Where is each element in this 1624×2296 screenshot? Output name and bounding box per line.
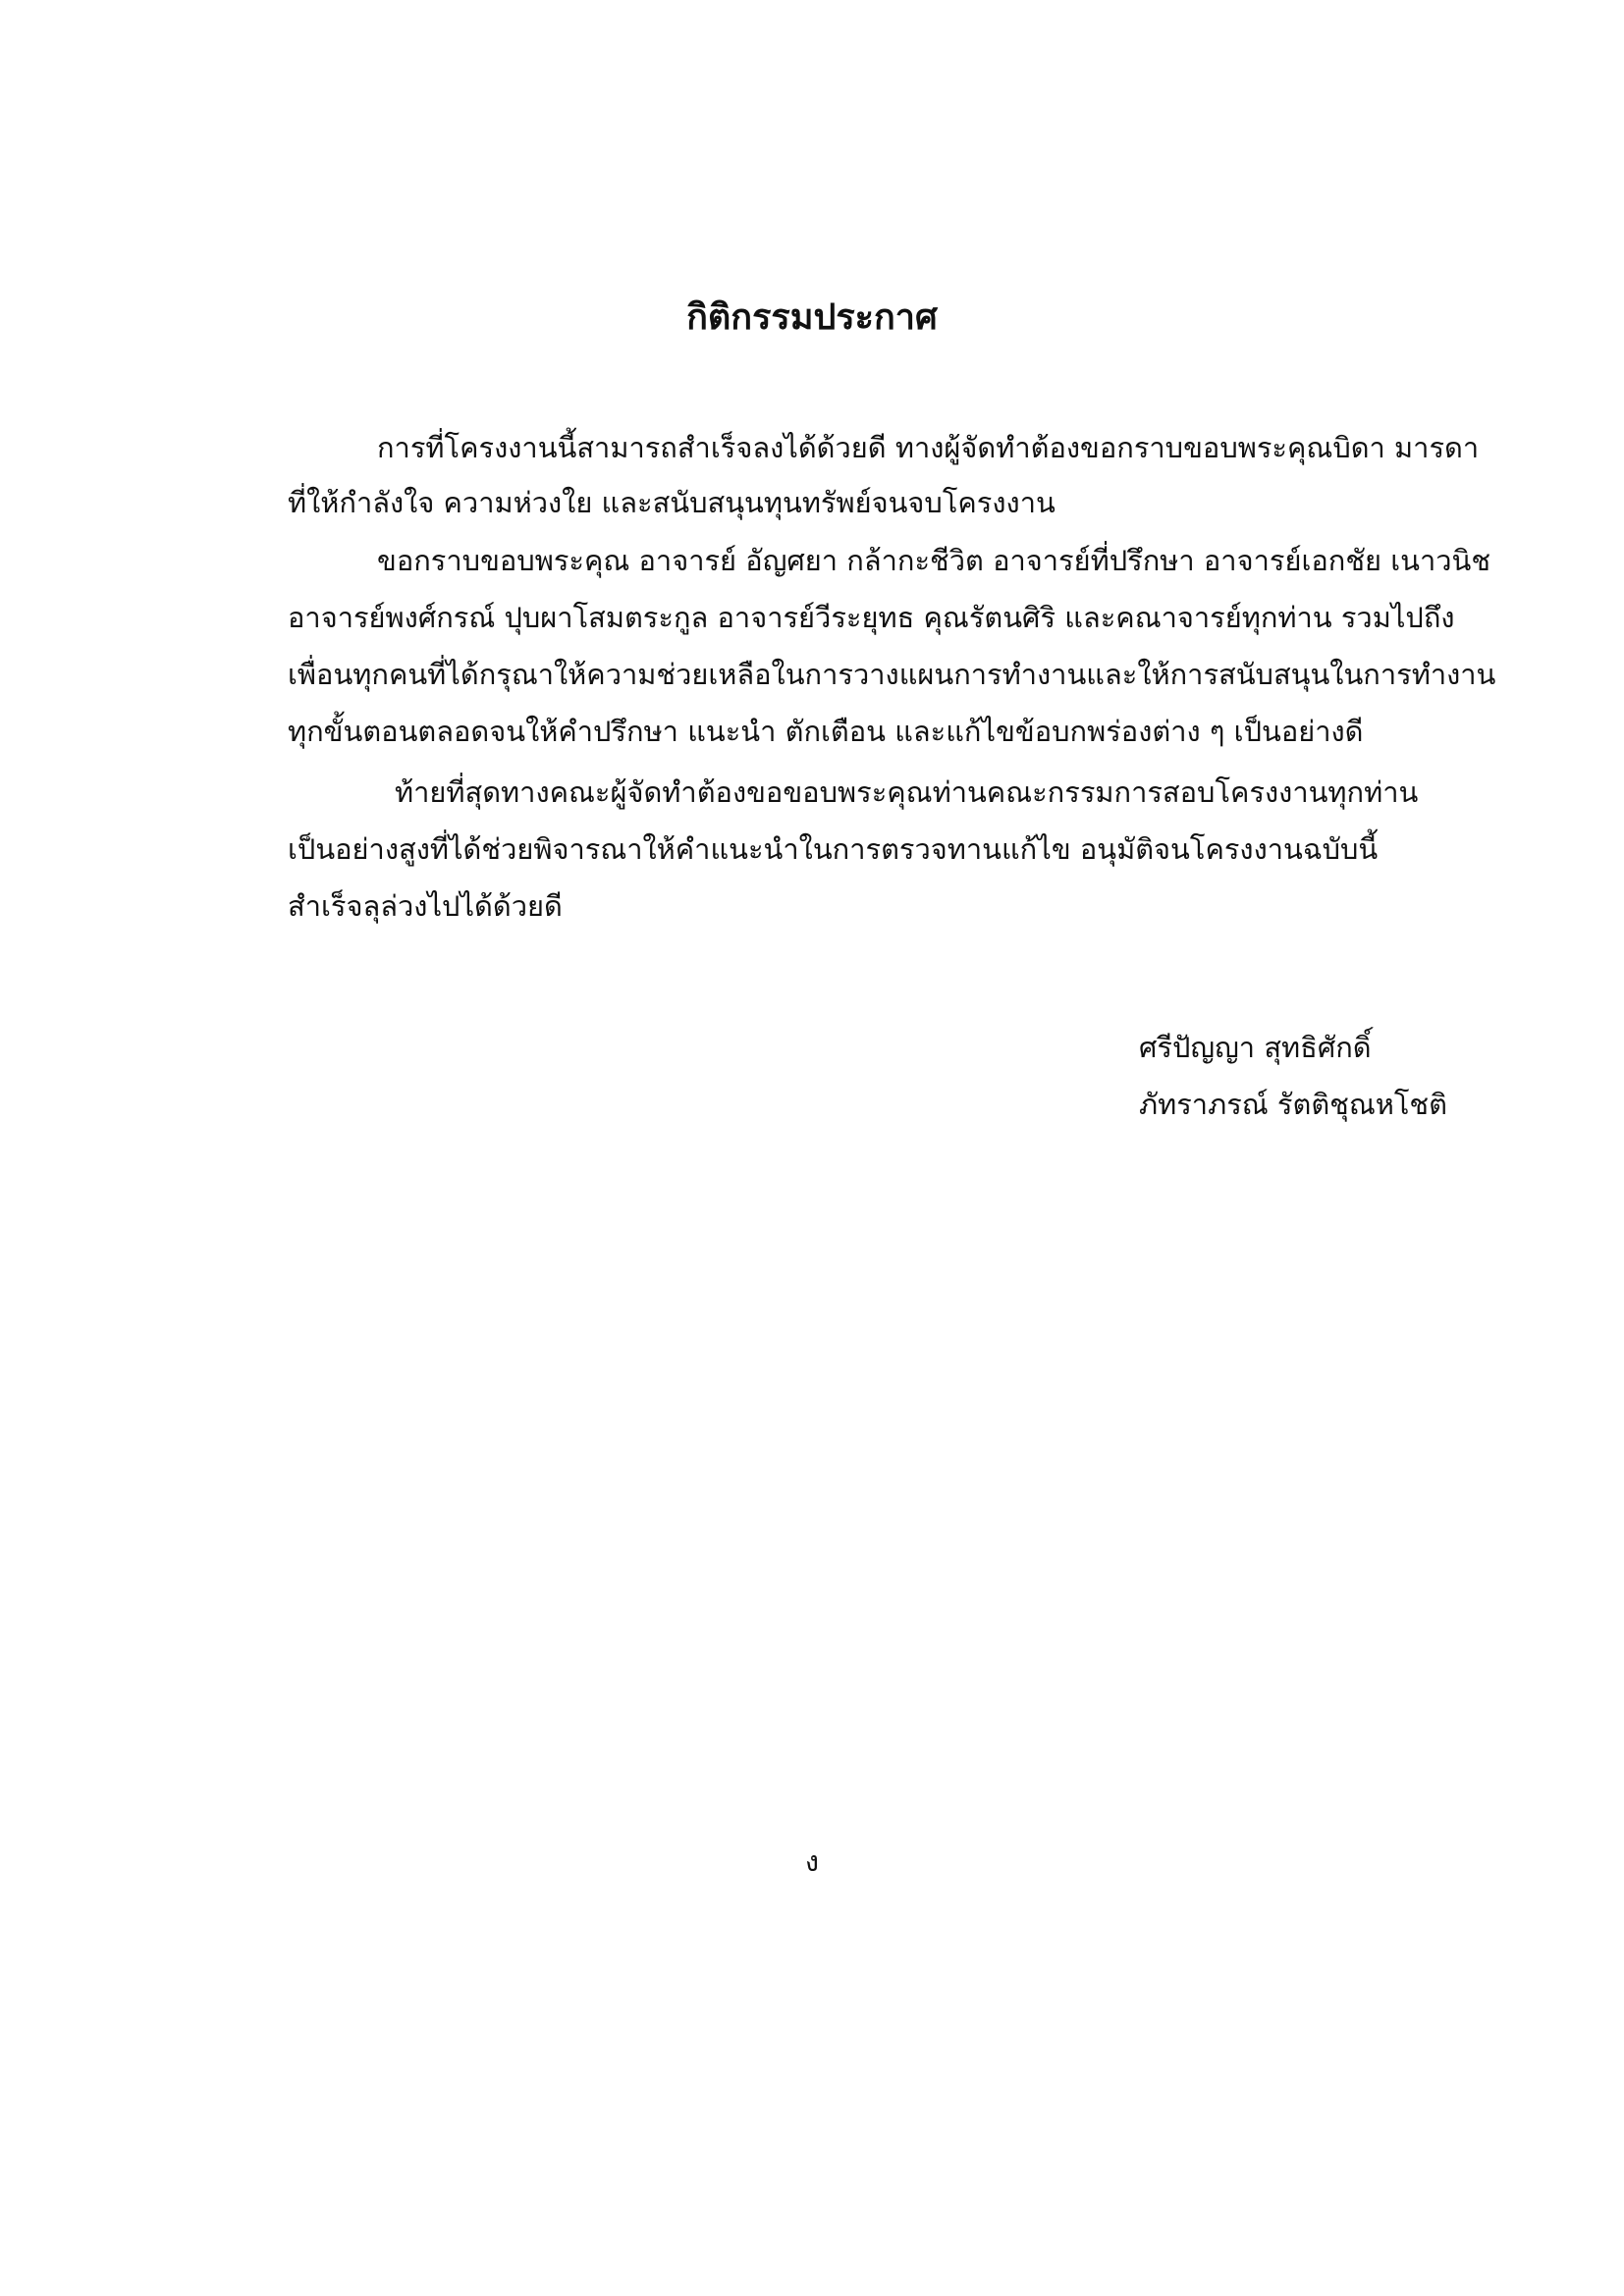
paragraph-3-line-3: สำเร็จลุล่วงไปได้ด้วยดี <box>288 889 563 923</box>
paragraph-3-line-2: เป็นอย่างสูงที่ได้ช่วยพิจารณาให้คำแนะนำในการตรวจทานแก้ไข อนุมัติจนโครงงานฉบับนี้ <box>288 832 1379 866</box>
paragraph-2-line-1: ขอกราบขอบพระคุณ อาจารย์ อัญศยา กล้ากะชีวิต อาจารย์ที่ปรึกษา อาจารย์เอกชัย เนาวนิช <box>377 544 1491 577</box>
paragraph-1-line-1: การที่โครงงานนี้สามารถสำเร็จลงได้ด้วยดี ทางผู้จัดทำต้องขอกราบขอบพระคุณบิดา มารดา <box>377 431 1480 464</box>
paragraph-2-line-4: ทุกขั้นตอนตลอดจนให้คำปรึกษา แนะนำ ตักเตือน และแก้ไขข้อบกพร่องต่าง ๆ เป็นอย่างดี <box>288 715 1364 748</box>
signature-name-1: ศรีปัญญา สุทธิศักดิ์ <box>1139 1031 1372 1064</box>
paragraph-1-line-2: ที่ให้กำลังใจ ความห่วงใย และสนับสนุนทุนทรัพย์จนจบโครงงาน <box>288 486 1056 519</box>
paragraph-3-line-1: ท้ายที่สุดทางคณะผู้จัดทำต้องขอขอบพระคุณท่านคณะกรรมการสอบโครงงานทุกท่าน <box>395 775 1419 809</box>
page-title: กิติกรรมประกาศ <box>686 296 938 338</box>
page-number: ง <box>804 1844 820 1878</box>
signature-name-2: ภัทราภรณ์ รัตติชุณหโชติ <box>1139 1088 1447 1121</box>
paragraph-2-line-2: อาจารย์พงศ์กรณ์ ปุบผาโสมตระกูล อาจารย์วีระยุทธ คุณรัตนศิริ และคณาจารย์ทุกท่าน รวมไปถึง <box>288 601 1455 634</box>
paragraph-2-line-3: เพื่อนทุกคนที่ได้กรุณาให้ความช่วยเหลือในการวางแผนการทำงานและให้การสนับสนุนในการทำงาน <box>288 658 1496 691</box>
